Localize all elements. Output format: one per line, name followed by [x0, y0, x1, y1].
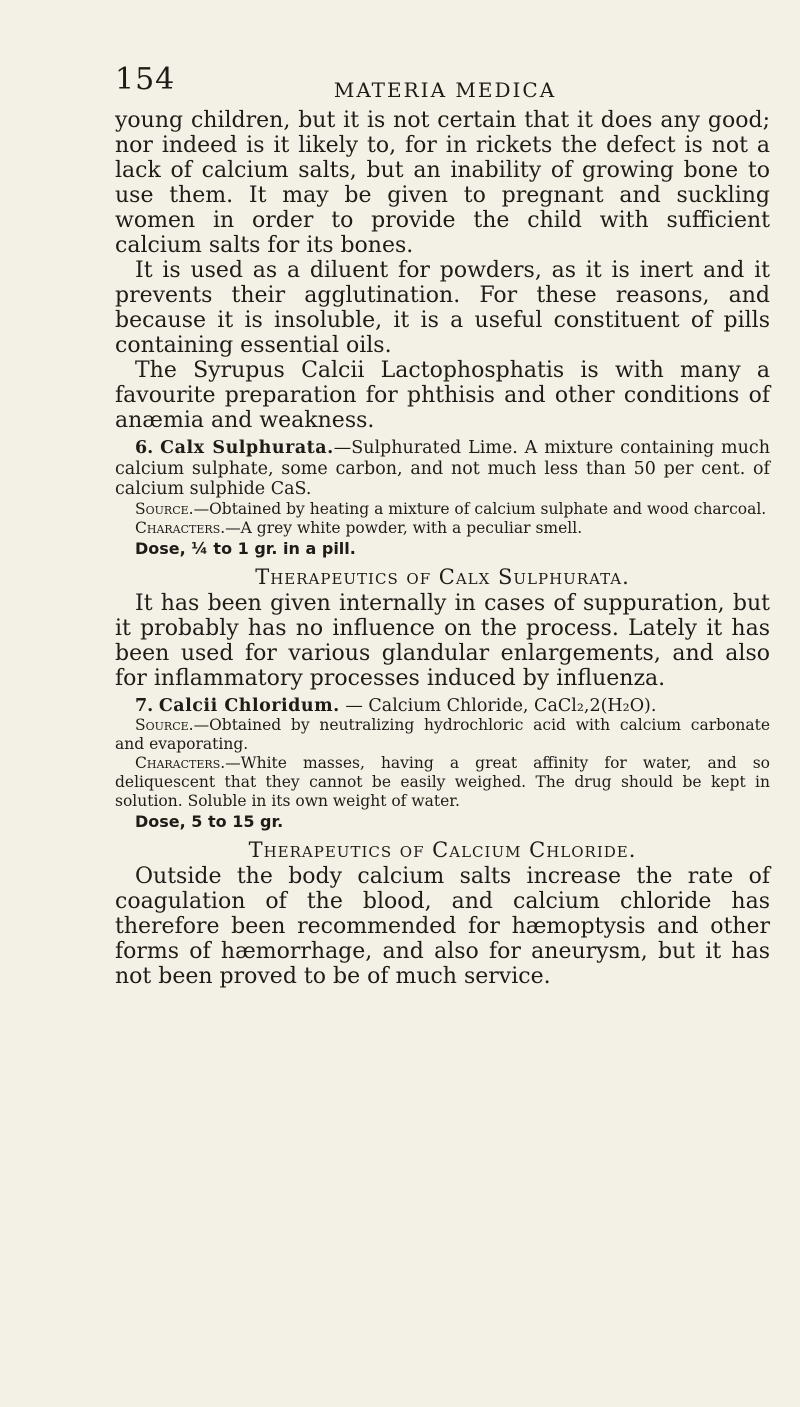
heading-therapeutics-calx-sulphurata: Therapeutics of Calx Sulphurata.: [255, 564, 630, 589]
dose-calcii-chloridum: Dose, 5 to 15 gr.: [135, 812, 284, 831]
characters-label: Characters.: [135, 754, 226, 772]
entry-calx-sulphurata: [115, 438, 770, 500]
paragraph-diluent: It is used as a diluent for powders, as it is inert and it prevents their agglutination. For these reasons, and because it is insoluble, it is a useful constituent of pills containing essential oils.: [115, 258, 770, 358]
source-text: —Obtained by heating a mixture of calcium sulphate and wood charcoal.: [193, 499, 767, 518]
running-title: MATERIA MEDICA: [333, 78, 557, 102]
drug-name-calcii-chloridum: Calcii Chloridum.: [158, 695, 340, 716]
entry-number: 7.: [135, 695, 154, 716]
source-text: —Obtained by neutralizing hydrochloric acid with calcium carbonate and evaporating.: [115, 716, 770, 753]
drug-name-calx-sulphurata: Calx Sulphurata.: [160, 438, 334, 458]
entry-description: — Calcium Chloride, CaCl₂,2(H₂O).: [345, 695, 657, 716]
paragraph-rickets: young children, but it is not certain that it does any good; nor indeed is it likely to, for in rickets the defect is not a lack of calcium salts, but an inability of growing bone to use them. It may be given to pregnant and suckling women in order to provide the child with sufficient calcium salts for its bones.: [115, 108, 770, 258]
characters-text: —White masses, having a great affinity for water, and so deliquescent that they cannot be easily weighed. The drug should be kept in solution. Soluble in its own weight of water.: [115, 754, 770, 810]
source-label: Source.: [135, 716, 194, 734]
paragraph-syrupus: The Syrupus Calcii Lactophosphatis is with many a favourite preparation for phthisis and other conditions of anæmia and weakness.: [115, 358, 770, 433]
characters-calx-sulphurata: [115, 519, 770, 538]
heading-therapeutics-calcium-chloride: Therapeutics of Calcium Chloride.: [248, 838, 637, 862]
entry-description: —Sulphurated Lime. A mixture containing much calcium sulphate, some carbon, and not much less than 50 per cent. of calcium sulphide CaS.: [115, 438, 770, 499]
page-number: 154: [115, 62, 176, 97]
running-head: [115, 62, 775, 102]
body-text: [115, 108, 770, 989]
dose-calx-sulphurata: Dose, ¼ to 1 gr. in a pill.: [135, 538, 356, 558]
source-label: Source.: [135, 499, 194, 518]
characters-label: Characters.: [135, 518, 226, 537]
characters-text: —A grey white powder, with a peculiar smell.: [225, 518, 583, 537]
source-calcii-chloridum: [115, 716, 770, 754]
entry-calcii-chloridum: [115, 696, 770, 717]
entry-number: 6.: [135, 438, 154, 458]
source-calx-sulphurata: [115, 500, 770, 519]
paragraph-therapeutics-calcium-chloride: Outside the body calcium salts increase the rate of coagulation of the blood, and calcium chloride has therefore been recommended for hæmoptysis and other forms of hæmorrhage, and also for aneurysm, but it has not been proved to be of much service.: [115, 864, 770, 989]
characters-calcii-chloridum: [115, 754, 770, 811]
paragraph-therapeutics-calx-sulphurata: It has been given internally in cases of suppuration, but it probably has no influence on the process. Lately it has been used for various glandular enlargements, and also for inflammatory processes induced by influenza.: [115, 590, 770, 691]
